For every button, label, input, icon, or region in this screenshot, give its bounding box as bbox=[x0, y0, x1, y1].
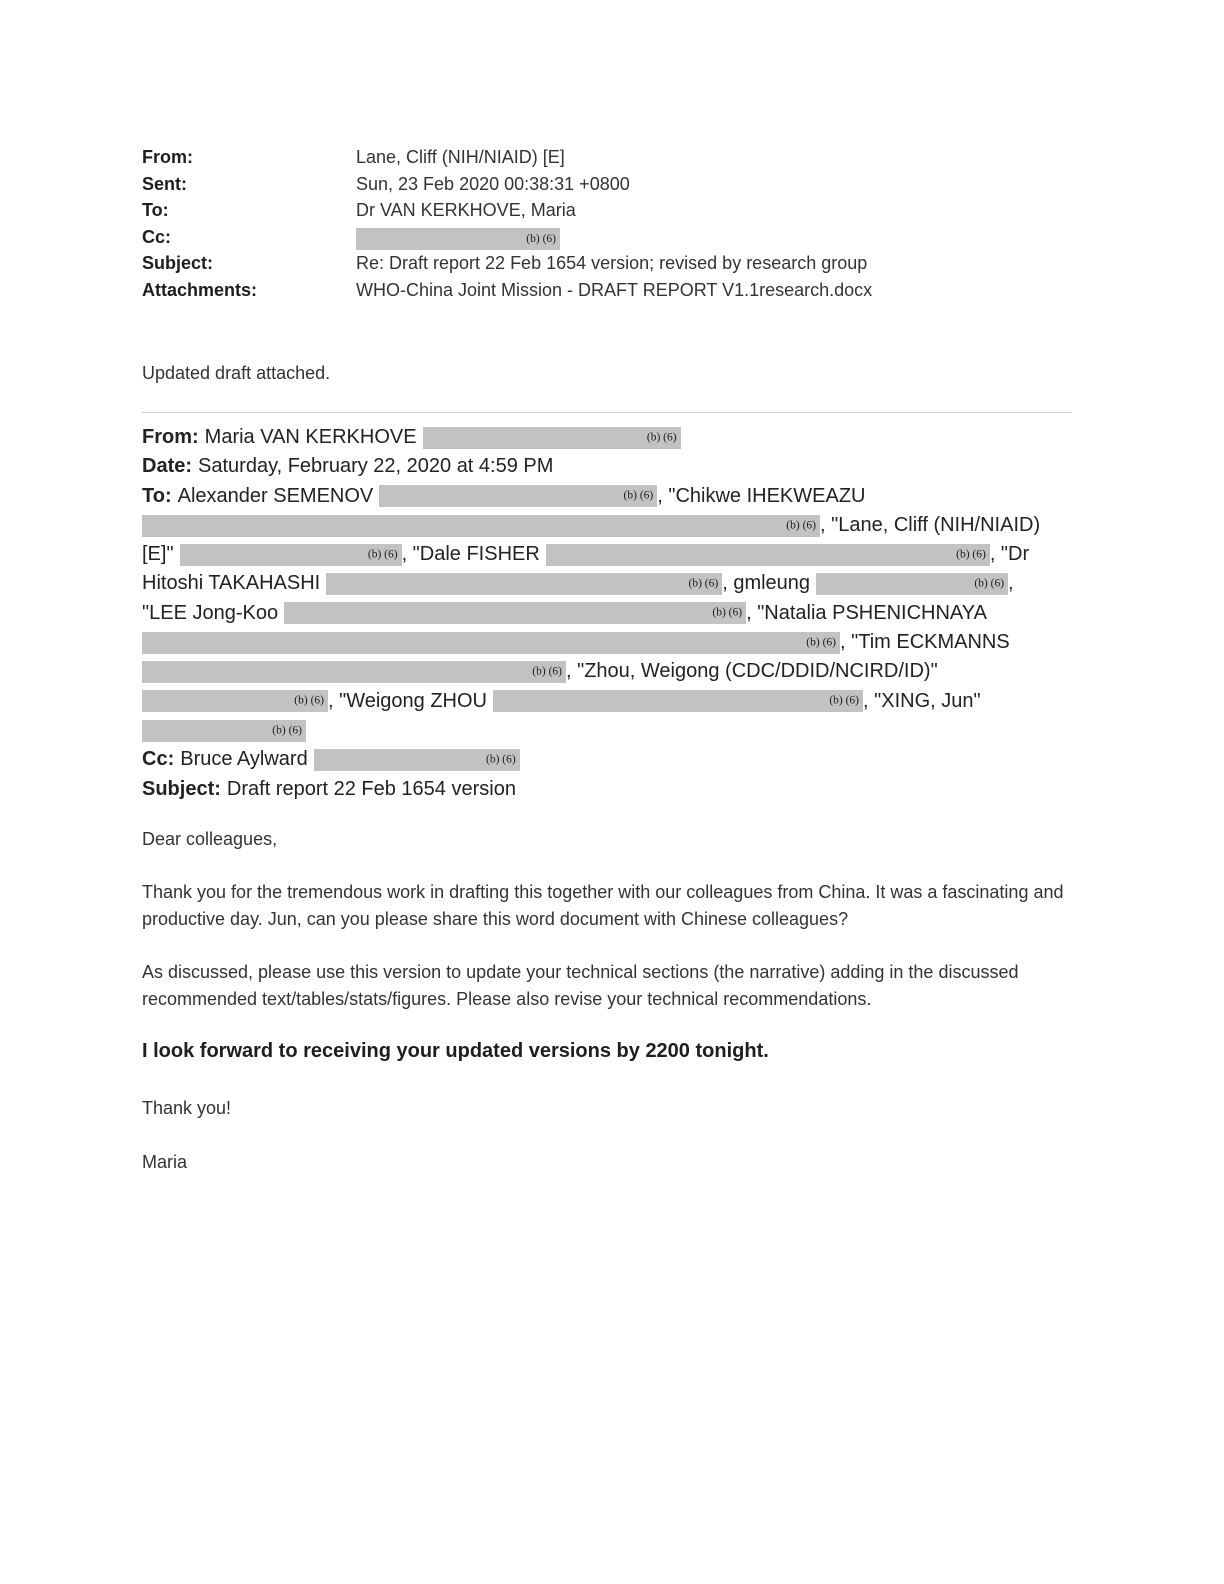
fwd-to-line-4 bbox=[142, 569, 1072, 598]
redaction-code: (b) (6) bbox=[367, 548, 398, 561]
recipient-text: , gmleung bbox=[722, 572, 811, 595]
redaction-box bbox=[142, 632, 840, 654]
to-label: To: bbox=[142, 200, 169, 220]
redaction-box bbox=[142, 720, 306, 742]
redaction-box bbox=[816, 573, 1008, 595]
fwd-subject-line bbox=[142, 775, 1072, 804]
redaction-box bbox=[356, 228, 560, 250]
thanks-line: Thank you! bbox=[142, 1098, 232, 1118]
recipient-text: , "Chikwe IHEKWEAZU bbox=[657, 484, 866, 507]
redaction-box bbox=[142, 515, 820, 537]
recipient-text: [E]" bbox=[142, 543, 174, 566]
recipient-text: , "Weigong ZHOU bbox=[328, 689, 488, 712]
fwd-date-value: Saturday, February 22, 2020 at 4:59 PM bbox=[198, 455, 554, 478]
recipient-text: , "Lane, Cliff (NIH/NIAID) bbox=[820, 513, 1041, 536]
divider bbox=[142, 412, 1072, 413]
fwd-date-label: Date: bbox=[142, 455, 193, 478]
recipient-text: Alexander SEMENOV bbox=[177, 484, 374, 507]
fwd-date-line bbox=[142, 452, 1072, 481]
redaction-code: (b) (6) bbox=[688, 577, 719, 590]
attachments-label: Attachments: bbox=[142, 279, 258, 300]
signature: Maria bbox=[142, 1152, 188, 1172]
redaction-code: (b) (6) bbox=[623, 489, 654, 502]
redaction-code: (b) (6) bbox=[486, 753, 516, 766]
from-value: Lane, Cliff (NIH/NIAID) [E] bbox=[356, 147, 565, 167]
fwd-to-label: To: bbox=[142, 484, 172, 507]
fwd-subject-value: Draft report 22 Feb 1654 version bbox=[226, 777, 516, 800]
fwd-from-line bbox=[142, 423, 1072, 452]
header-to-row bbox=[142, 197, 872, 224]
redaction-code: (b) (6) bbox=[806, 636, 836, 649]
redaction-box bbox=[326, 573, 722, 595]
redaction-code: (b) (6) bbox=[712, 606, 743, 619]
fwd-to-line-2 bbox=[142, 511, 1072, 540]
recipient-text: , "Dale FISHER bbox=[401, 543, 540, 566]
redaction-code: (b) (6) bbox=[532, 665, 562, 678]
header-from-row bbox=[142, 144, 872, 171]
fwd-to-line-6 bbox=[142, 628, 1072, 657]
fwd-to-line-3 bbox=[142, 540, 1072, 569]
redaction-box bbox=[142, 690, 328, 712]
fwd-from-label: From: bbox=[142, 426, 199, 448]
fwd-to-line-1 bbox=[142, 482, 1072, 511]
redaction-code: (b) (6) bbox=[646, 430, 677, 443]
recipient-text: , "Natalia PSHENICHNAYA bbox=[746, 601, 987, 624]
redaction-code: (b) (6) bbox=[956, 548, 986, 561]
fwd-from-name: Maria VAN KERKHOVE bbox=[204, 426, 417, 448]
header-attachments-row bbox=[142, 277, 872, 304]
from-label: From: bbox=[142, 147, 193, 167]
deadline-line: I look forward to receiving your updated versions by 2200 tonight. bbox=[142, 1040, 769, 1062]
body-paragraph-2: As discussed, please use this version to update your technical sections (the narrative) adding in the discussed recommended text/tables/stats/figures. Please also revise your technical recommendations. bbox=[142, 962, 1019, 1009]
redaction-box bbox=[423, 427, 681, 449]
cc-label: Cc: bbox=[142, 226, 172, 247]
recipient-text: "LEE Jong-Koo bbox=[142, 601, 279, 624]
email-header bbox=[142, 144, 872, 303]
recipient-text: , "XING, Jun" bbox=[863, 689, 981, 712]
redaction-box bbox=[493, 690, 863, 712]
redaction-code: (b) (6) bbox=[272, 723, 302, 736]
fwd-cc-line bbox=[142, 745, 1072, 774]
forwarded-header bbox=[142, 423, 1072, 804]
body-paragraph-1: Thank you for the tremendous work in drafting this together with our colleagues from China. It was a fascinating and productive day. Jun, can you please share this word document with Chinese colleagues? bbox=[142, 882, 1064, 929]
fwd-to-line-5 bbox=[142, 599, 1072, 628]
redaction-box bbox=[314, 749, 520, 771]
fwd-cc-label: Cc: bbox=[142, 748, 175, 771]
greeting: Dear colleagues, bbox=[142, 829, 278, 849]
redaction-code: (b) (6) bbox=[786, 518, 816, 531]
redaction-box bbox=[142, 661, 566, 683]
redaction-code: (b) (6) bbox=[526, 232, 556, 245]
recipient-text: , "Zhou, Weigong (CDC/DDID/NCIRD/ID)" bbox=[566, 660, 938, 683]
redaction-box bbox=[180, 544, 402, 566]
redaction-code: (b) (6) bbox=[829, 694, 860, 707]
fwd-to-line-9 bbox=[142, 716, 1072, 745]
fwd-to-line-8 bbox=[142, 687, 1072, 716]
recipient-text: , "Tim ECKMANNS bbox=[840, 631, 1010, 654]
fwd-to-line-7 bbox=[142, 657, 1072, 686]
header-sent-row bbox=[142, 171, 872, 198]
redaction-box bbox=[546, 544, 990, 566]
recipient-text: , bbox=[1008, 572, 1014, 595]
subject-value: Re: Draft report 22 Feb 1654 version; revised by research group bbox=[356, 253, 868, 273]
header-cc-row bbox=[142, 224, 872, 251]
redaction-box bbox=[379, 485, 657, 507]
recipient-text: , "Dr bbox=[989, 543, 1030, 566]
to-value: Dr VAN KERKHOVE, Maria bbox=[356, 200, 576, 220]
attachments-value: WHO-China Joint Mission - DRAFT REPORT V1.1research.docx bbox=[356, 279, 873, 300]
redaction-code: (b) (6) bbox=[294, 694, 324, 707]
sent-label: Sent: bbox=[142, 173, 187, 194]
redaction-box bbox=[284, 602, 746, 624]
header-subject-row bbox=[142, 250, 872, 277]
sent-value: Sun, 23 Feb 2020 00:38:31 +0800 bbox=[356, 173, 630, 194]
fwd-subject-label: Subject: bbox=[142, 777, 221, 800]
recipient-text: Hitoshi TAKAHASHI bbox=[142, 572, 321, 595]
subject-label: Subject: bbox=[142, 253, 214, 273]
redaction-code: (b) (6) bbox=[974, 577, 1005, 590]
updated-note: Updated draft attached. bbox=[142, 363, 331, 383]
fwd-cc-name: Bruce Aylward bbox=[180, 748, 308, 771]
